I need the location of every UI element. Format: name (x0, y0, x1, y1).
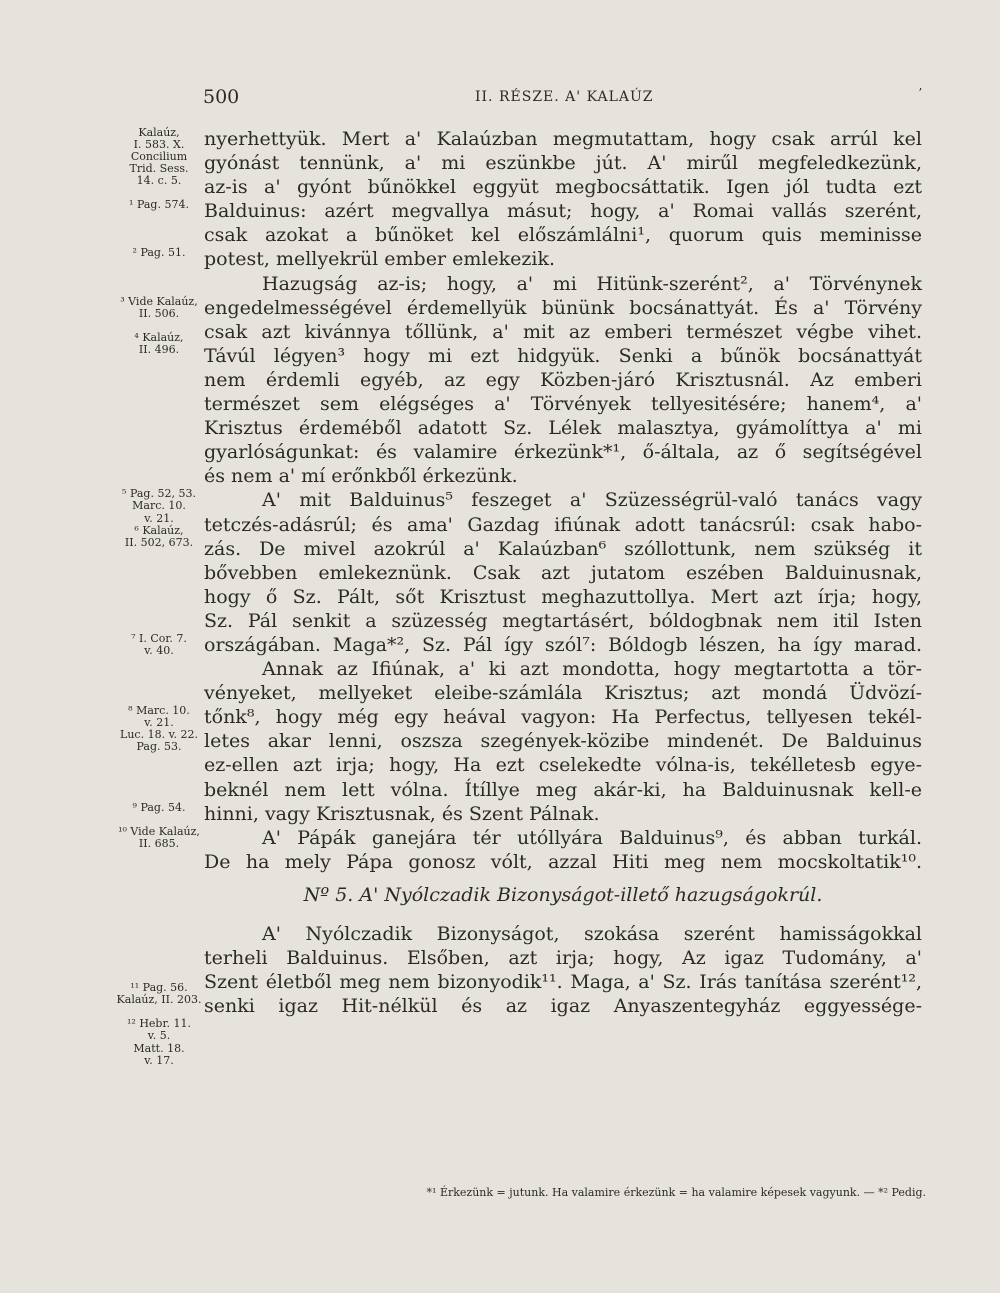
margin-spacer (112, 862, 206, 874)
text-line: nyerhettyük. Mert a' Kalaúzban megmutattam, hogy csak arrúl kel (204, 128, 922, 150)
text-line: vényeket, mellyeket eleibe-számlála Krisztus; azt mondá Üdvözí- (204, 682, 922, 705)
main-text (204, 127, 922, 1018)
text-line: és nem a' mí erőnkből érkezünk. (204, 465, 518, 488)
margin-note: II. 502, 673. (124, 535, 194, 549)
text-line: Balduinus: azért megvallya másut; hogy, a' Romai vallás szerént, (204, 200, 922, 223)
margin-note: Marc. 10. (132, 499, 186, 513)
margin-spacer (112, 320, 206, 332)
margin-note: Luc. 18. v. 22. (120, 728, 198, 742)
text-line: terheli Balduinus. Elsőben, azt irja; hogy, Az igaz Tudomány, a' (204, 947, 922, 969)
text-line: Szent életből meg nem bizonyodik¹¹. Maga, a' Sz. Irás tanítása szerént¹², (204, 971, 922, 994)
margin-note: v. 21. (144, 511, 174, 525)
text-line: tőnk⁸, hogy még egy heával vagyon: Ha Perfectus, tellyesen tekél- (204, 706, 922, 729)
running-head: II. RÉSZE. A' KALAÚZ (475, 89, 654, 105)
text-line: nem érdemli egyéb, az egy Közben-járó Krisztusnál. Az emberi (204, 368, 922, 391)
text-line: zás. De mivel azokrúl a' Kalaúzban⁶ szóllottunk, nem szükség it (204, 537, 922, 560)
margin-note: II. 685. (138, 836, 180, 850)
text-line: Hazugság az-is; hogy, a' mi Hitünk-szerént², a' Törvénynek (262, 272, 922, 295)
margin-note: Concilium (130, 150, 188, 164)
margin-note: ⁷ I. Cor. 7. (131, 631, 187, 645)
corner-mark: ʼ (918, 86, 922, 100)
text-line: engedelmességével érdemellyük bününk bocsánattyát. És a' Törvény (204, 296, 922, 319)
margin-spacer (112, 561, 206, 573)
text-line: A' Pápák ganejára tér utóllyára Balduinus⁹, és abban turkál. (262, 826, 922, 849)
text-line: Annak az Ifiúnak, a' ki azt mondotta, hogy megtartotta a tör- (262, 658, 922, 681)
margin-note: ¹⁰ Vide Kalaúz, (118, 824, 200, 838)
margin-note: Trid. Sess. (129, 162, 189, 176)
text-line: Távúl légyen³ hogy mi ezt hidgyük. Senki a bűnök bocsánattyát (204, 344, 922, 367)
text-line: bővebben emlekeznünk. Csak azt jutatom eszében Balduinusnak, (204, 561, 922, 584)
footnote: *¹ Érkezünk = jutunk. Ha valamire érkezünk = ha valamire képesek vagyunk. — *² Pedig. (426, 1186, 926, 1199)
text-line: Krisztus érdeméből adatott Sz. Lélek malasztya, gyámolíttya a' mi (204, 417, 922, 440)
margin-note: ⁹ Pag. 54. (132, 800, 186, 814)
margin-note: Kalaúz, II. 203. (116, 993, 202, 1007)
margin-note: ³ Vide Kalaúz, (120, 294, 198, 308)
text-line: letes akar lenni, oszsza szegények-közibe mindenét. De Balduinus (204, 730, 922, 753)
page-header (0, 86, 1000, 110)
text-line: Sz. Pál senkit a szüzesség megtartásért, bóldogbnak nem itil Isten (204, 609, 922, 632)
text-line: az-is a' gyónt bűnökkel eggyüt megbocsáttatik. Igen jól tudta ezt (204, 176, 922, 199)
text-line: ez-ellen azt irja; hogy, Ha ezt cselekedte vólna-is, tekélletesb egye- (204, 754, 922, 777)
margin-note: ⁶ Kalaúz, (134, 523, 184, 537)
text-line: természet sem elégséges a' Törvények tellyesitésére; hanem⁴, a' (204, 393, 922, 416)
margin-spacer (112, 272, 206, 284)
margin-note: 14. c. 5. (136, 174, 182, 188)
margin-spacer (112, 597, 206, 609)
margin-note: I. 583. X. (133, 138, 185, 152)
margin-note: Matt. 18. (133, 1041, 185, 1055)
margin-note: ⁴ Kalaúz, (134, 330, 184, 344)
margin-note: v. 17. (144, 1053, 174, 1067)
margin-spacer (112, 573, 206, 585)
page-number: 500 (203, 86, 240, 108)
margin-note: ² Pag. 51. (132, 246, 186, 260)
margin-note: ¹² Hebr. 11. (127, 1017, 191, 1031)
margin-spacer (112, 778, 206, 790)
margin-note: II. 496. (138, 342, 180, 356)
margin-spacer (112, 790, 206, 802)
text-line: tetczés-adásrúl; és ama' Gazdag ifiúnak adott tanácsrúl: csak habo- (204, 513, 922, 536)
text-line: A' Nyólczadik Bizonyságot, szokása szerént hamisságokkal (262, 922, 922, 945)
margin-spacer (112, 549, 206, 561)
text-line: hinni, vagy Krisztusnak, és Szent Pálnak. (204, 802, 600, 825)
margin-spacer (112, 284, 206, 296)
text-line: csak azokat a bűnöket kel előszámlálni¹, quorum quis meminisse (204, 224, 922, 247)
margin-spacer (112, 428, 206, 440)
margin-note: ⁵ Pag. 52, 53. (122, 487, 196, 501)
margin-note: ¹¹ Pag. 56. (130, 981, 188, 995)
margin-note: v. 21. (144, 716, 174, 730)
margin-note: v. 40. (144, 644, 174, 658)
margin-note: Pag. 53. (136, 740, 182, 754)
margin-note: ⁸ Marc. 10. (128, 704, 190, 718)
margin-spacer (112, 765, 206, 777)
text-line: senki igaz Hit-nélkül és az igaz Anyaszentegyház eggyessége- (204, 995, 922, 1018)
text-line: országában. Maga*², Sz. Pál így szól⁷: Bóldogb lészen, ha így marad. (204, 633, 922, 656)
section-heading: Nº 5. A' Nyólczadik Bizonyságot-illető hazugságokrúl. (303, 883, 823, 906)
text-line: hogy ő Sz. Pált, sőt Krisztust meghazuttollya. Mert azt írja; hogy, (204, 585, 922, 608)
margin-notes (112, 127, 206, 1067)
text-line: gyónást tennünk, a' mi eszünkbe jút. A' mirűl megfeledkezünk, (204, 152, 922, 175)
text-line: csak azt kivánnya tőllünk, a' mit az emberi természet végbe vihet. (204, 320, 922, 343)
text-line: potest, mellyekrül ember emlekezik. (204, 248, 556, 271)
text-line: De ha mely Pápa gonosz vólt, azzal Hiti meg nem mocskoltatik¹⁰. (204, 850, 922, 873)
margin-spacer (112, 814, 206, 826)
margin-spacer (112, 260, 206, 272)
margin-note: ¹ Pag. 574. (129, 198, 189, 212)
text-line: A' mit Balduinus⁵ feszeget a' Szüzességrül-való tanács vagy (262, 489, 922, 512)
margin-note: II. 506. (138, 306, 180, 320)
margin-note: v. 5. (147, 1029, 171, 1043)
margin-note: Kalaúz, (138, 126, 180, 139)
text-line: beknél nem lett vólna. Ítíllye meg akár-ki, ha Balduinusnak kell-e (204, 778, 922, 801)
text-line: gyarlóságunkat: és valamire érkezünk*¹, ő-általa, az ő segítségével (204, 441, 922, 464)
